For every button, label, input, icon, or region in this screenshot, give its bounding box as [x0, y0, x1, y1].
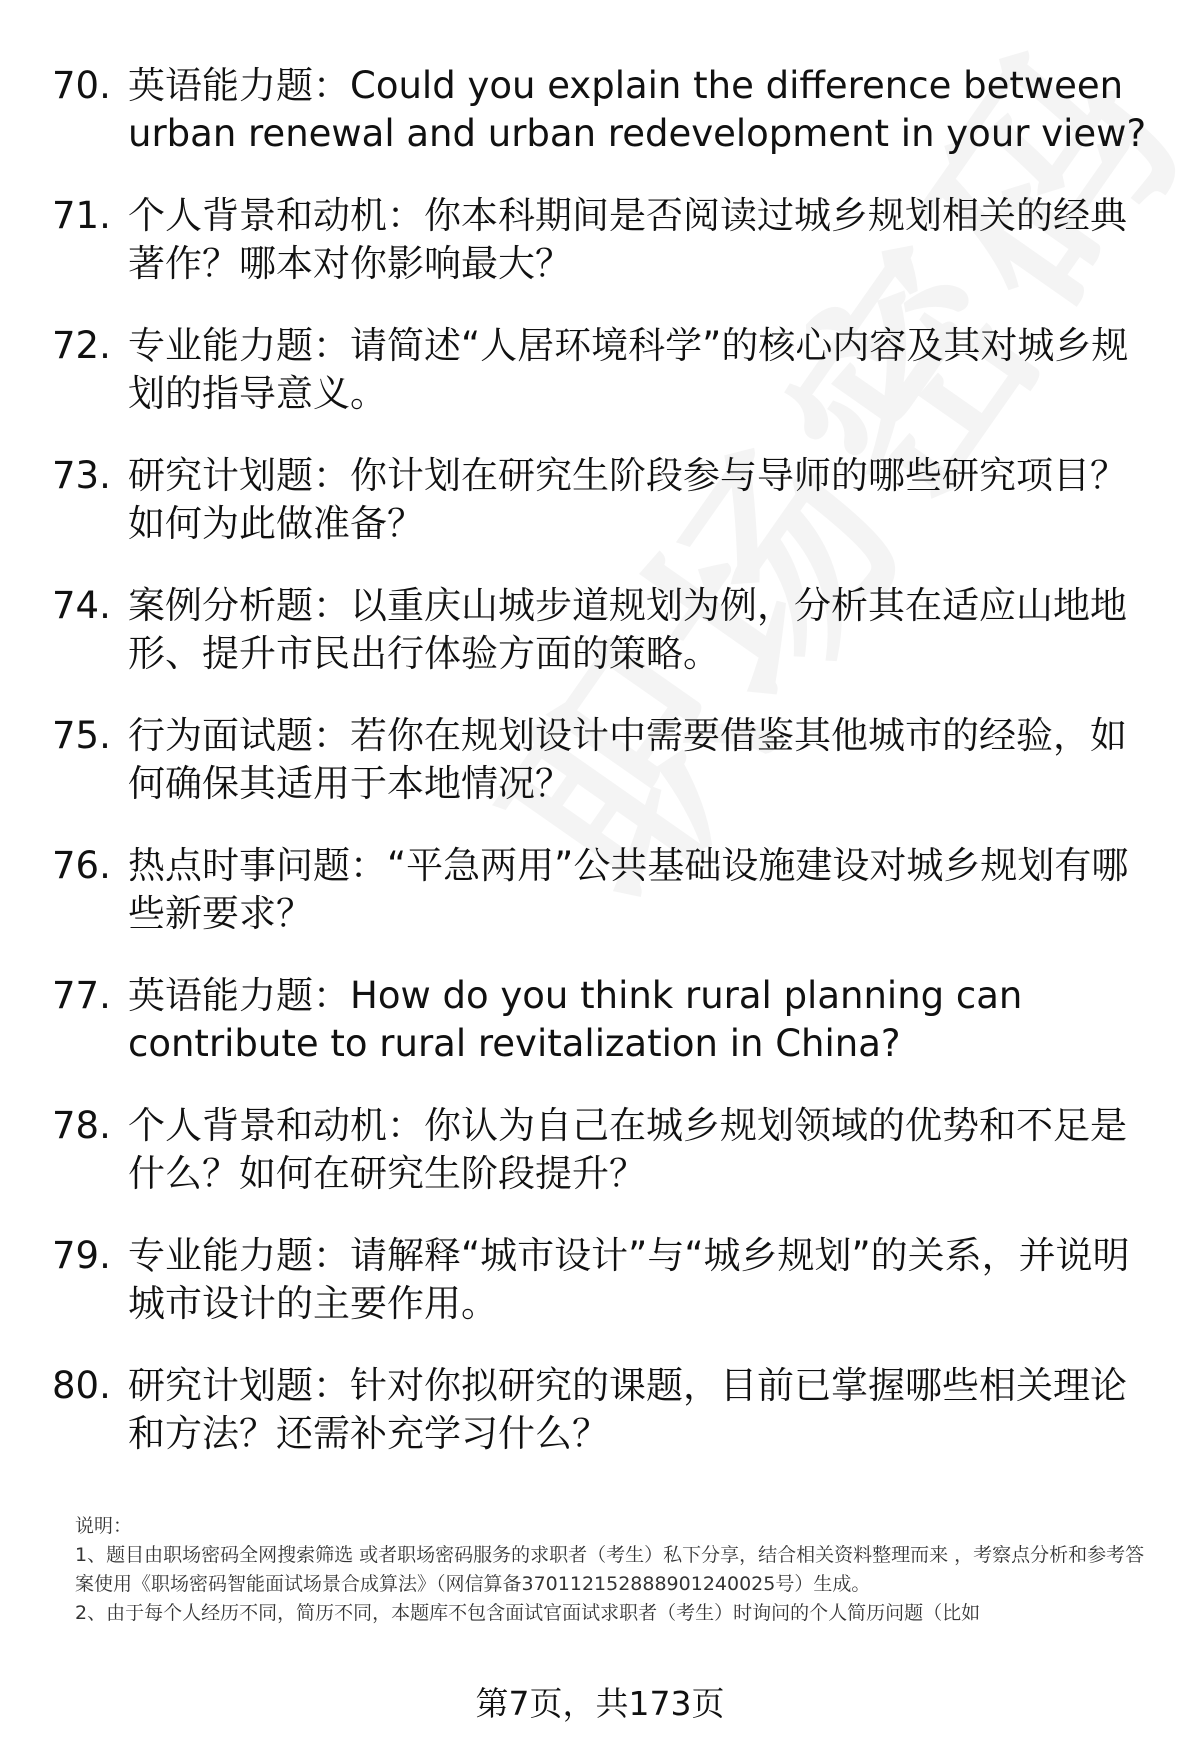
question-item: [52, 842, 1152, 972]
question-text: 专业能力题：请简述“人居环境科学”的核心内容及其对城乡规划的指导意义。: [128, 324, 1129, 415]
question-text: 热点时事问题：“平急两用”公共基础设施建设对城乡规划有哪些新要求？: [128, 844, 1129, 935]
question-item: [52, 192, 1152, 322]
question-number: 70.: [52, 64, 111, 107]
question-item: [52, 1102, 1152, 1232]
question-number: 75.: [52, 714, 111, 757]
question-item: [52, 582, 1152, 712]
question-number: 77.: [52, 974, 111, 1017]
question-number: 79.: [52, 1234, 111, 1277]
question-item: [52, 62, 1152, 192]
notes-heading: 说明：: [75, 1515, 133, 1537]
question-item: [52, 322, 1152, 452]
question-text: 个人背景和动机：你认为自己在城乡规划领域的优势和不足是什么？如何在研究生阶段提升？: [128, 1104, 1127, 1195]
question-number: 73.: [52, 454, 111, 497]
question-text: 行为面试题：若你在规划设计中需要借鉴其他城市的经验，如何确保其适用于本地情况？: [128, 714, 1127, 805]
notes-section: [75, 1512, 1145, 1628]
question-number: 71.: [52, 194, 111, 237]
question-item: [52, 1232, 1152, 1362]
question-number: 74.: [52, 584, 111, 627]
page-number: 第7页，共173页: [475, 1684, 725, 1723]
question-text: 研究计划题：你计划在研究生阶段参与导师的哪些研究项目？如何为此做准备？: [128, 454, 1127, 545]
question-text: 案例分析题：以重庆山城步道规划为例，分析其在适应山地地形、提升市民出行体验方面的策略。: [128, 584, 1127, 675]
question-number: 80.: [52, 1364, 111, 1407]
notes-item-2: 2、由于每个人经历不同，简历不同，本题库不包含面试官面试求职者（考生）时询问的个人简历问题（比如: [75, 1602, 981, 1624]
question-list: [52, 62, 1152, 1492]
question-number: 72.: [52, 324, 111, 367]
question-item: [52, 1362, 1152, 1492]
question-text: 专业能力题：请解释“城市设计”与“城乡规划”的关系，并说明城市设计的主要作用。: [128, 1234, 1130, 1325]
question-item: [52, 712, 1152, 842]
question-text: 英语能力题：Could you explain the difference between urban renewal and urban redevelopment in your view?: [128, 64, 1147, 155]
notes-item-1: 1、题目由职场密码全网搜索筛选 或者职场密码服务的求职者（考生）私下分享，结合相关资料整理而来 ，考察点分析和参考答案使用《职场密码智能面试场景合成算法》（网信算备370112152888901240025号）生成。: [75, 1544, 1145, 1595]
question-number: 76.: [52, 844, 111, 887]
question-text: 英语能力题：How do you think rural planning can contribute to rural revitalization in China?: [128, 974, 1023, 1065]
question-text: 研究计划题：针对你拟研究的课题，目前已掌握哪些相关理论和方法？还需补充学习什么？: [128, 1364, 1127, 1455]
question-item: [52, 972, 1152, 1102]
question-item: [52, 452, 1152, 582]
question-text: 个人背景和动机：你本科期间是否阅读过城乡规划相关的经典著作？哪本对你影响最大？: [128, 194, 1127, 285]
question-number: 78.: [52, 1104, 111, 1147]
